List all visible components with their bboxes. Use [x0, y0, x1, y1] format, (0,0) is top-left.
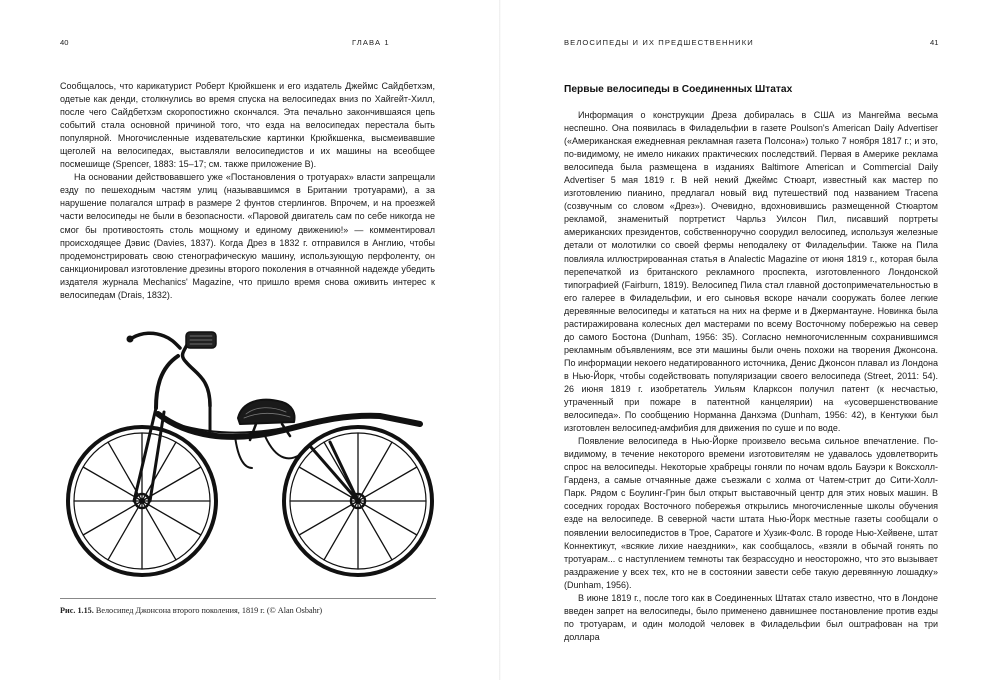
body-text [564, 109, 938, 644]
body-text [60, 80, 435, 302]
page-number: 40 [60, 38, 69, 47]
front-wheel-icon [68, 427, 216, 575]
figure-label: Рис. 1.15. [60, 606, 94, 615]
running-head: ГЛАВА 1 [352, 38, 390, 47]
bicycle-illustration [60, 318, 440, 590]
page-number: 41 [930, 38, 939, 47]
running-head: ВЕЛОСИПЕДЫ И ИХ ПРЕДШЕСТВЕННИКИ [564, 38, 754, 47]
figure-caption-text: Велосипед Джонсона второго поколения, 1819 г. (© Alan Osbahr) [95, 606, 323, 615]
paragraph: Появление велосипеда в Нью-Йорке произвело весьма сильное впечатление. По-видимому, в течение некоторого времени изготовителям не удавалось удовлетворить спрос на велосипеды. Некоторые храбрецы гоняли по ночам вдоль Бауэри к Воксхолл-Гарденз, а самые отчаянные даже съезжали с холма от Чатем-стрит до Сити-Холл-Парк. Рядом с Боулинг-Грин был открыт выставочный центр для этих новых машин. В соседних городах Восточного побережья открылись многочисленные школы обучения езде на велосипеде. В северной части штата Нью-Йорк местные газеты сообщали о появлении велосипедистов в Трое, Саратоге и Хузик-Фолс. В городе Нью-Хейвене, штат Коннектикут, «всякие лихие наездники», как сообщалось, «взяли в обычай гонять по тротуарам... с наступлением темноты так безрассудно и неосторожно, что это вызывает раздражение у всех тех, кто не в состоянии завести себе такую деревянную лошадку» (Dunham, 1956). [564, 436, 938, 590]
paragraph: В июне 1819 г., после того как в Соединенных Штатах стало известно, что в Лондоне введен запрет на велосипеды, было применено давнишнее постановление против езды по тротуарам, и один молодой человек в Филадельфии был оштрафован на три доллара [564, 592, 938, 642]
figure-caption [60, 606, 322, 615]
paragraph: Сообщалось, что карикатурист Роберт Крюйкшенк и его издатель Джеймс Сайдбетхэм, одетые как денди, столкнулись во время спуска на велосипедах вниз по Хайгейт-Хилл, после чего Сайдбетхэм скоропостижно скончался. Эта печально закончившаяся цепь событий стала основной причиной того, что езда на велосипедах перестала быть популярной. Многочисленные издевательские картинки Крюйкшенка, высмеивавшие щеголей на велосипедах, выставляли велосипедистов и их машины на всеобщее посмешище (Spencer, 1883: 15–17; см. также приложение B). [60, 81, 435, 170]
section-title: Первые велосипеды в Соединенных Штатах [564, 84, 793, 95]
paragraph: Информация о конструкции Дреза добиралась в США из Мангейма весьма неспешно. Она появилась в Филадельфии в газете Poulson's American Daily Advertiser («Американская ежедневная рекламная газета Полсона») только 7 ноября 1817 г.; и это, по-видимому, не имело никаких практических последствий. Первая в Америке реклама велосипеда была размещена в изданиях Baltimore American и Commercial Daily Advertiser 5 мая 1819 г. В ней некий Джеймс Стюарт, известный как мастер по изготовлению пианино, предлагал новый вид путешествий под названием Tracena (созвучным со словом «Дрез»). Очевидно, вдохновившись размещенной Стюартом рекламой, знаменитый портретист Чарльз Уилсон Пил, писавший портреты американских президентов, собственноручно соорудил велосипед, используя железные детали от молотилки со своей фермы неподалеку от Филадельфии. Также на Пила повлияла иллюстрированная статья в Analectic Magazine от июня 1819 г., которая была перепечаткой из британского рекламного проспекта, изготовленного Лондонской типографией (Fairburn, 1819). Велосипед Пила стал главной достопримечательностью в его галерее в Филадельфии, и его сыновья вскоре начали сооружать более легкие деревянные велосипеды и кататься на них на ферме и в Джермантауне. Новинка была растиражирована колесных дел мастерами по всему Восточному побережью на север до самого Бостона (Dunham, 1956: 35). Согласно немногочисленным сохранившимся рекламным объявлениям, все эти машины были очень похожи на творения Джонсона. По информации некоего недатированного источника, Денис Джонсон плавал из Лондона в Нью-Йорк, чтобы содействовать популяризации своего велосипеда (Street, 2011: 54). 26 июня 1819 г. изобретатель Уильям Кларксон получил патент (к несчастью, утраченный при пожаре в патентной канцелярии) на «усовершенствование велосипеда». По сообщению Норманна Данхэма (Dunham, 1956: 42), в Кентукки был изготовлен велосипед-амфибия для движения по суше и по воде. [564, 110, 938, 434]
paragraph: На основании действовавшего уже «Постановления о тротуарах» власти запрещали езду по пешеходным частям улиц (называвшимся в Британии тротуарами), а за нарушение полагался штраф в размере 2 фунтов стерлингов. Впрочем, и на проезжей части велосипеды не были в безопасности. «Паровой двигатель сам по себе никогда не смог бы противостоять столь мощному и единому движению!» — комментировал происходящее Дэвис (Davies, 1837). Когда Дрез в 1832 г. отправился в Англию, чтобы продемонстрировать свою стенографическую машину, использующую перфоленту, он санкционировал изготовление дрезины второго поколения в отчаянной надежде убедить издателя журнала Mechanics' Magazine, что пришло время снова оживить интерес к велосипедам (Drais, 1832). [60, 172, 435, 300]
figure-divider [60, 598, 436, 599]
